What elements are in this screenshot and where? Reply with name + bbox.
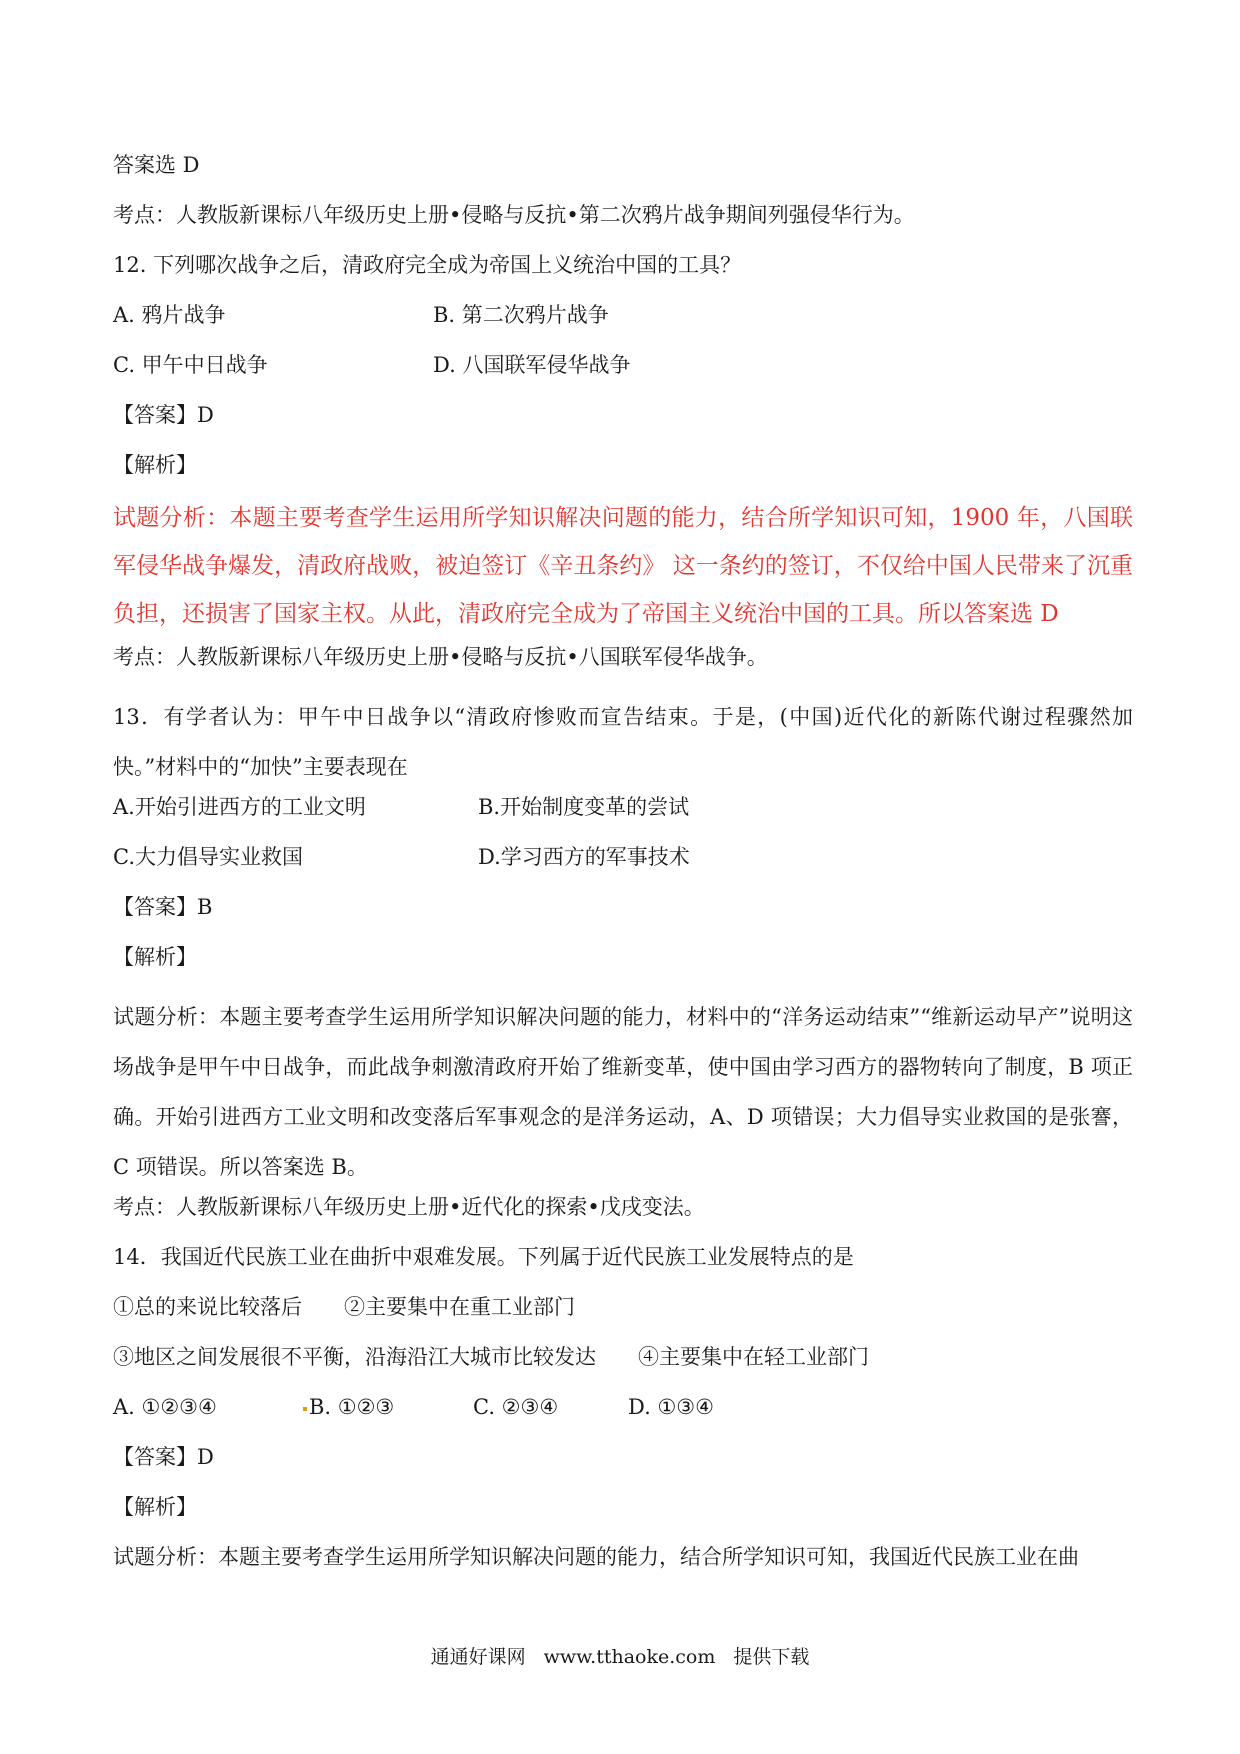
stray-dot-mark [303,1407,307,1411]
q14-statements-1: ①总的来说比较落后 ②主要集中在重工业部门 [113,1295,575,1319]
q12-option-d: D. 八国联军侵华战争 [433,353,631,377]
q14-option-d: D. ①③④ [628,1395,714,1419]
footer-url[interactable]: www.tthaoke.com [543,1646,716,1668]
q14-option-b-wrap [303,1392,473,1422]
q14-option-c: C. ②③④ [473,1395,559,1419]
footer-site-name: 通通好课网 [430,1646,526,1668]
answer-line: 答案选 D [113,153,200,177]
q13-option-d: D.学习西方的军事技术 [478,845,690,869]
q14-options-row [113,1392,1133,1422]
q12-options-row-1 [113,300,1133,330]
q12-jiexi-heading: 【解析】 [113,453,197,477]
footer-suffix: 提供下载 [733,1646,810,1668]
q12-option-a: A. 鸦片战争 [113,303,226,327]
q14-answer: 【答案】D [113,1445,214,1469]
q13-options-row-2 [113,842,1133,872]
q12-kaodian: 考点：人教版新课标八年级历史上册•侵略与反抗•八国联军侵华战争。 [113,645,768,669]
kaodian-line: 考点：人教版新课标八年级历史上册•侵略与反抗•第二次鸦片战争期间列强侵华行为。 [113,203,915,227]
q13-options-row-1 [113,792,1133,822]
q13-jiexi-heading: 【解析】 [113,945,197,969]
q14-analysis: 试题分析：本题主要考查学生运用所学知识解决问题的能力，结合所学知识可知，我国近代民族工业在曲 [113,1545,1079,1569]
question-14: 14．我国近代民族工业在曲折中艰难发展。下列属于近代民族工业发展特点的是 [113,1245,854,1269]
q13-kaodian: 考点：人教版新课标八年级历史上册•近代化的探索•戊戌变法。 [113,1195,705,1219]
q14-option-a: A. ①②③④ [113,1395,217,1419]
q14-option-b: B. ①②③ [309,1395,395,1419]
q12-option-c: C. 甲午中日战争 [113,353,268,377]
page-content [113,150,1133,1592]
q13-option-a: A.开始引进西方的工业文明 [113,795,366,819]
question-12: 12. 下列哪次战争之后，清政府完全成为帝国上义统治中国的工具？ [113,253,742,277]
q12-analysis: 试题分析：本题主要考查学生运用所学知识解决问题的能力，结合所学知识可知，1900 年，八国联军侵华战争爆发，清政府战败，被迫签订《辛丑条约》 这一条约的签订，不仅给中国人民带来了沉重负担，还损害了国家主权。从此，清政府完全成为了帝国主义统治中国的工具。所以答案选 D [113,505,1133,627]
q12-option-b: B. 第二次鸦片战争 [433,303,609,327]
page-footer [0,1642,1240,1669]
question-13: 13．有学者认为：甲午中日战争以“清政府惨败而宣告结束。于是，(中国)近代化的新陈代谢过程骤然加快。”材料中的“加快”主要表现在 [113,705,1133,779]
q13-answer: 【答案】B [113,895,213,919]
q14-statements-2: ③地区之间发展很不平衡，沿海沿江大城市比较发达 ④主要集中在轻工业部门 [113,1345,869,1369]
q12-options-row-2 [113,350,1133,380]
q14-jiexi-heading: 【解析】 [113,1495,197,1519]
q13-option-c: C.大力倡导实业救国 [113,845,303,869]
q12-answer: 【答案】D [113,403,214,427]
q13-analysis: 试题分析：本题主要考查学生运用所学知识解决问题的能力，材料中的“洋务运动结束”“维新运动早产”说明这场战争是甲午中日战争，而此战争刺激清政府开始了维新变革，使中国由学习西方的器物转向了制度，B 项正确。开始引进西方工业文明和改变落后军事观念的是洋务运动，A、D 项错误；大力倡导实业救国的是张謇，C 项错误。所以答案选 B。 [113,1005,1133,1179]
q13-option-b: B.开始制度变革的尝试 [478,795,690,819]
